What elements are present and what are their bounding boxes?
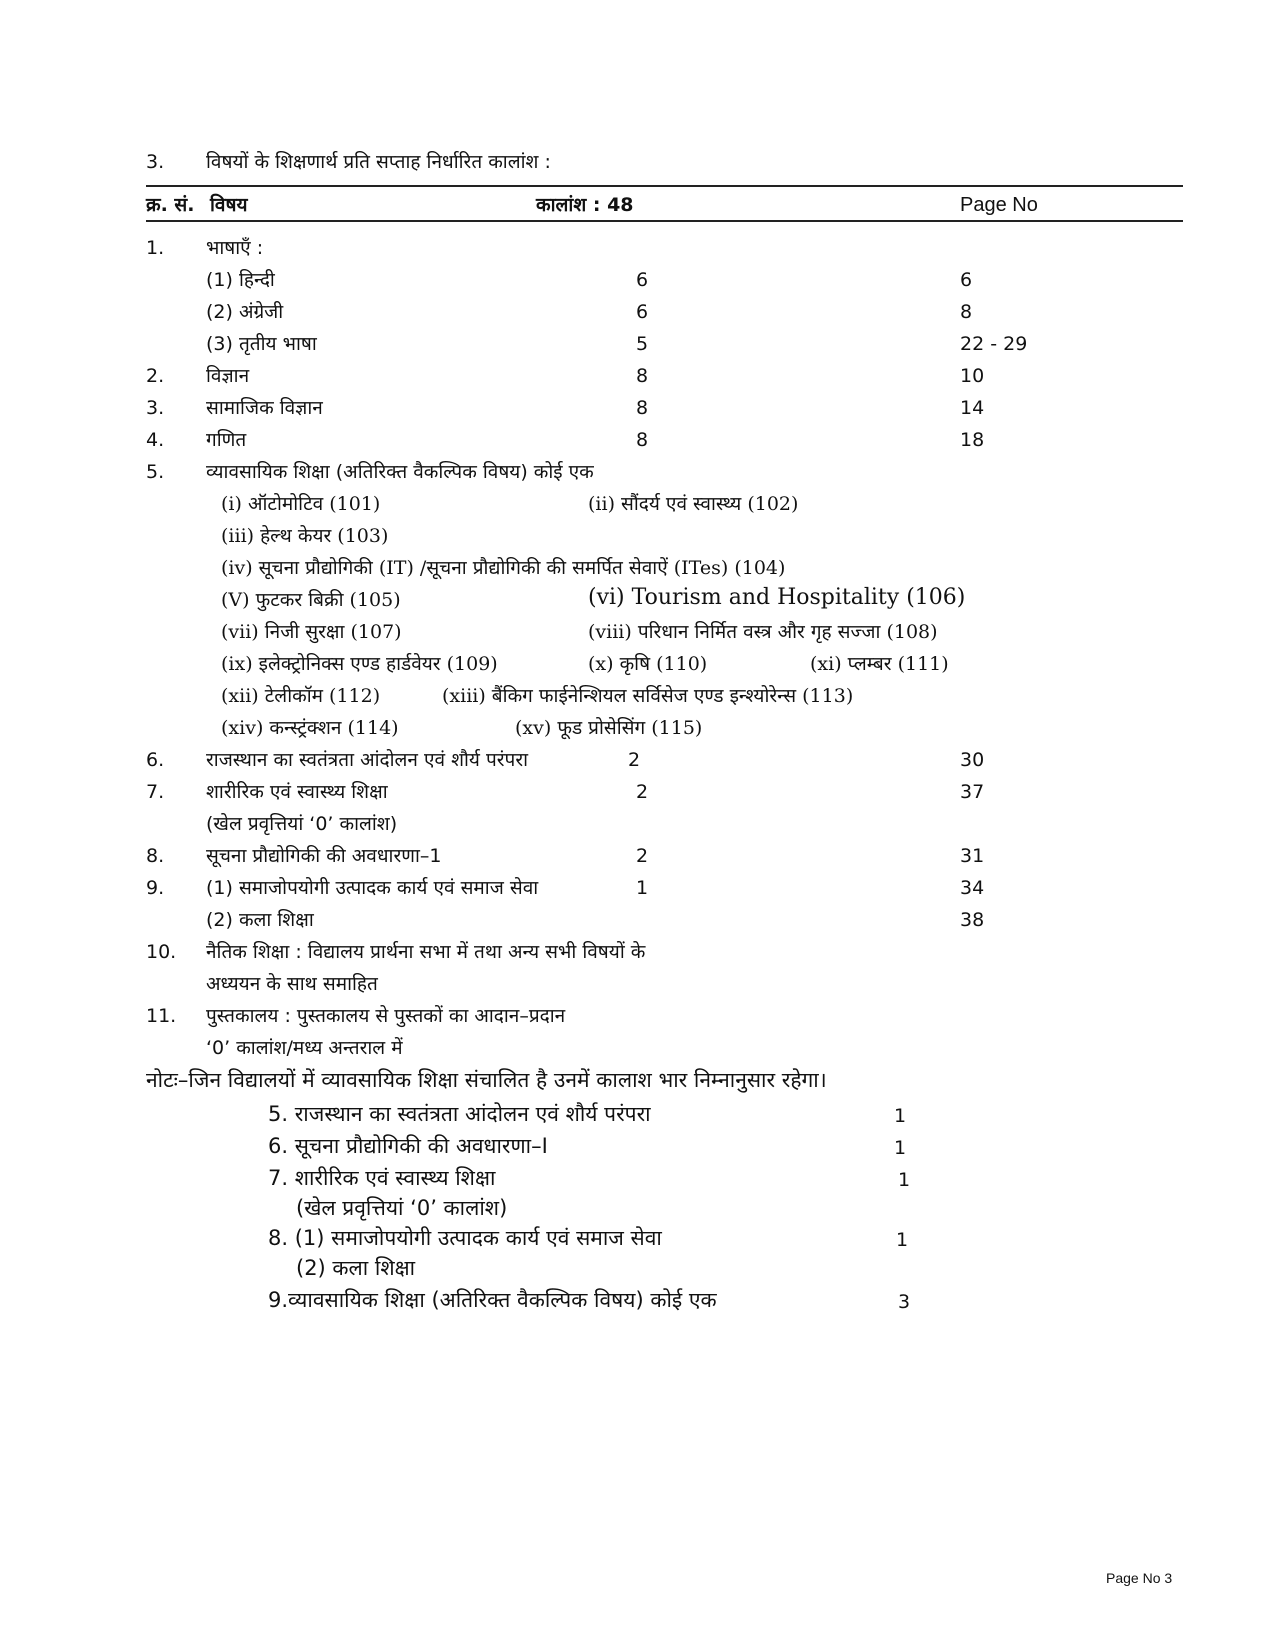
row-1b-periods: 6 xyxy=(636,301,649,323)
header-top-rule xyxy=(146,185,1183,187)
row-2-number: 2. xyxy=(146,365,165,387)
section-number: 3. xyxy=(146,151,165,173)
row-9a-page: 34 xyxy=(960,877,985,899)
row-7-sub: (खेल प्रवृत्तियां ‘0’ कालांश) xyxy=(206,813,398,835)
vocational-item: (xiii) बैंकिग फाईनेन्शियल सर्विसेज एण्ड इन्श्योरेन्स (113) xyxy=(442,685,854,707)
row-9a-subject: (1) समाजोपयोगी उत्पादक कार्य एवं समाज सेवा xyxy=(206,877,539,899)
row-7-page: 37 xyxy=(960,781,985,803)
note-heading: नोटः–जिन विद्यालयों में व्यावसायिक शिक्षा संचालित है उनमें कालाश भार निम्नानुसार रहेगा। xyxy=(146,1068,827,1092)
row-10-line2: अध्ययन के साथ समाहित xyxy=(206,973,378,995)
row-1a-subject: (1) हिन्दी xyxy=(206,269,275,291)
row-9a-periods: 1 xyxy=(636,877,649,899)
note-item-9-periods: 3 xyxy=(898,1291,911,1313)
row-8-periods: 2 xyxy=(636,845,649,867)
vocational-item: (iv) सूचना प्रौद्योगिकी (IT) /सूचना प्रौद्योगिकी की समर्पित सेवाऐं (ITes) (104) xyxy=(221,557,786,579)
row-1b-subject: (2) अंग्रेजी xyxy=(206,301,284,323)
row-3-subject: सामाजिक विज्ञान xyxy=(206,397,323,419)
vocational-item: (V) फुटकर बिक्री (105) xyxy=(221,589,401,611)
note-item-8-sub: (2) कला शिक्षा xyxy=(296,1256,416,1280)
vocational-item: (ix) इलेक्ट्रोनिक्स एण्ड हार्डवेयर (109) xyxy=(221,653,498,675)
header-bottom-rule xyxy=(146,220,1183,222)
row-1b-page: 8 xyxy=(960,301,973,323)
note-item-7-periods: 1 xyxy=(898,1169,911,1191)
row-1a-periods: 6 xyxy=(636,269,649,291)
row-6-page: 30 xyxy=(960,749,985,771)
row-10-number: 10. xyxy=(146,941,177,963)
note-item-5-periods: 1 xyxy=(894,1105,907,1127)
vocational-item: (ii) सौंदर्य एवं स्वास्थ्य (102) xyxy=(588,493,799,515)
row-8-page: 31 xyxy=(960,845,985,867)
row-8-number: 8. xyxy=(146,845,165,867)
row-6-subject: राजस्थान का स्वतंत्रता आंदोलन एवं शौर्य परंपरा xyxy=(206,749,529,771)
vocational-item: (xii) टेलीकॉम (112) xyxy=(221,685,381,707)
row-2-subject: विज्ञान xyxy=(206,365,250,387)
row-3-number: 3. xyxy=(146,397,165,419)
note-item-8: 8. (1) समाजोपयोगी उत्पादक कार्य एवं समाज सेवा xyxy=(268,1226,662,1250)
row-7-number: 7. xyxy=(146,781,165,803)
vocational-item: (i) ऑटोमोटिव (101) xyxy=(221,493,381,515)
vocational-item: (iii) हेल्थ केयर (103) xyxy=(221,525,389,547)
row-9b-subject: (2) कला शिक्षा xyxy=(206,909,314,931)
vocational-item: (viii) परिधान निर्मित वस्त्र और गृह सज्जा (108) xyxy=(588,621,938,643)
row-1-subject: भाषाएँ : xyxy=(206,237,264,259)
vocational-item: (vii) निजी सुरक्षा (107) xyxy=(221,621,402,643)
row-10-line1: नैतिक शिक्षा : विद्यालय प्रार्थना सभा में तथा अन्य सभी विषयों के xyxy=(206,941,646,963)
row-5-number: 5. xyxy=(146,461,165,483)
row-3-page: 14 xyxy=(960,397,985,419)
row-1c-page: 22 - 29 xyxy=(960,333,1028,355)
header-subject: विषय xyxy=(210,194,248,216)
header-periods: कालांश : 48 xyxy=(536,194,634,216)
note-item-7-sub: (खेल प्रवृत्तियां ‘0’ कालांश) xyxy=(296,1196,508,1220)
row-6-number: 6. xyxy=(146,749,165,771)
row-11-line1: पुस्तकालय : पुस्तकालय से पुस्तकों का आदान–प्रदान xyxy=(206,1005,566,1027)
vocational-item: (xiv) कन्स्ट्रंक्शन (114) xyxy=(221,717,399,739)
row-4-subject: गणित xyxy=(206,429,247,451)
note-item-7: 7. शारीरिक एवं स्वास्थ्य शिक्षा xyxy=(268,1166,496,1190)
row-1a-page: 6 xyxy=(960,269,973,291)
row-2-periods: 8 xyxy=(636,365,649,387)
header-serial: क्र. सं. xyxy=(146,194,195,216)
row-2-page: 10 xyxy=(960,365,985,387)
row-4-periods: 8 xyxy=(636,429,649,451)
row-5-subject: व्यावसायिक शिक्षा (अतिरिक्त वैकल्पिक विषय) कोई एक xyxy=(206,461,594,483)
row-3-periods: 8 xyxy=(636,397,649,419)
vocational-item: (vi) Tourism and Hospitality (106) xyxy=(588,585,966,610)
row-11-line2: ‘0’ कालांश/मध्य अन्तराल में xyxy=(206,1037,403,1059)
section-heading: विषयों के शिक्षणार्थ प्रति सप्ताह निर्धारित कालांश : xyxy=(206,151,551,173)
row-4-number: 4. xyxy=(146,429,165,451)
row-7-periods: 2 xyxy=(636,781,649,803)
note-item-6-periods: 1 xyxy=(894,1137,907,1159)
vocational-item: (x) कृषि (110) xyxy=(588,653,708,675)
row-1c-periods: 5 xyxy=(636,333,649,355)
row-11-number: 11. xyxy=(146,1005,177,1027)
note-item-6: 6. सूचना प्रौद्योगिकी की अवधारणा–I xyxy=(268,1134,548,1158)
vocational-item: (xv) फूड प्रोसेसिंग (115) xyxy=(515,717,703,739)
row-9-number: 9. xyxy=(146,877,165,899)
row-8-subject: सूचना प्रौद्योगिकी की अवधारणा–1 xyxy=(206,845,442,867)
note-item-5: 5. राजस्थान का स्वतंत्रता आंदोलन एवं शौर्य परंपरा xyxy=(268,1102,651,1126)
row-9b-page: 38 xyxy=(960,909,985,931)
footer-page-number: Page No 3 xyxy=(1106,1570,1173,1586)
header-page-no: Page No xyxy=(960,194,1038,216)
row-1c-subject: (3) तृतीय भाषा xyxy=(206,333,317,355)
row-7-subject: शारीरिक एवं स्वास्थ्य शिक्षा xyxy=(206,781,388,803)
row-4-page: 18 xyxy=(960,429,985,451)
row-1-number: 1. xyxy=(146,237,165,259)
row-6-periods: 2 xyxy=(628,749,641,771)
vocational-item: (xi) प्लम्बर (111) xyxy=(810,653,949,675)
note-item-9: 9.व्यावसायिक शिक्षा (अतिरिक्त वैकल्पिक विषय) कोई एक xyxy=(268,1288,717,1312)
note-item-8-periods: 1 xyxy=(896,1229,909,1251)
